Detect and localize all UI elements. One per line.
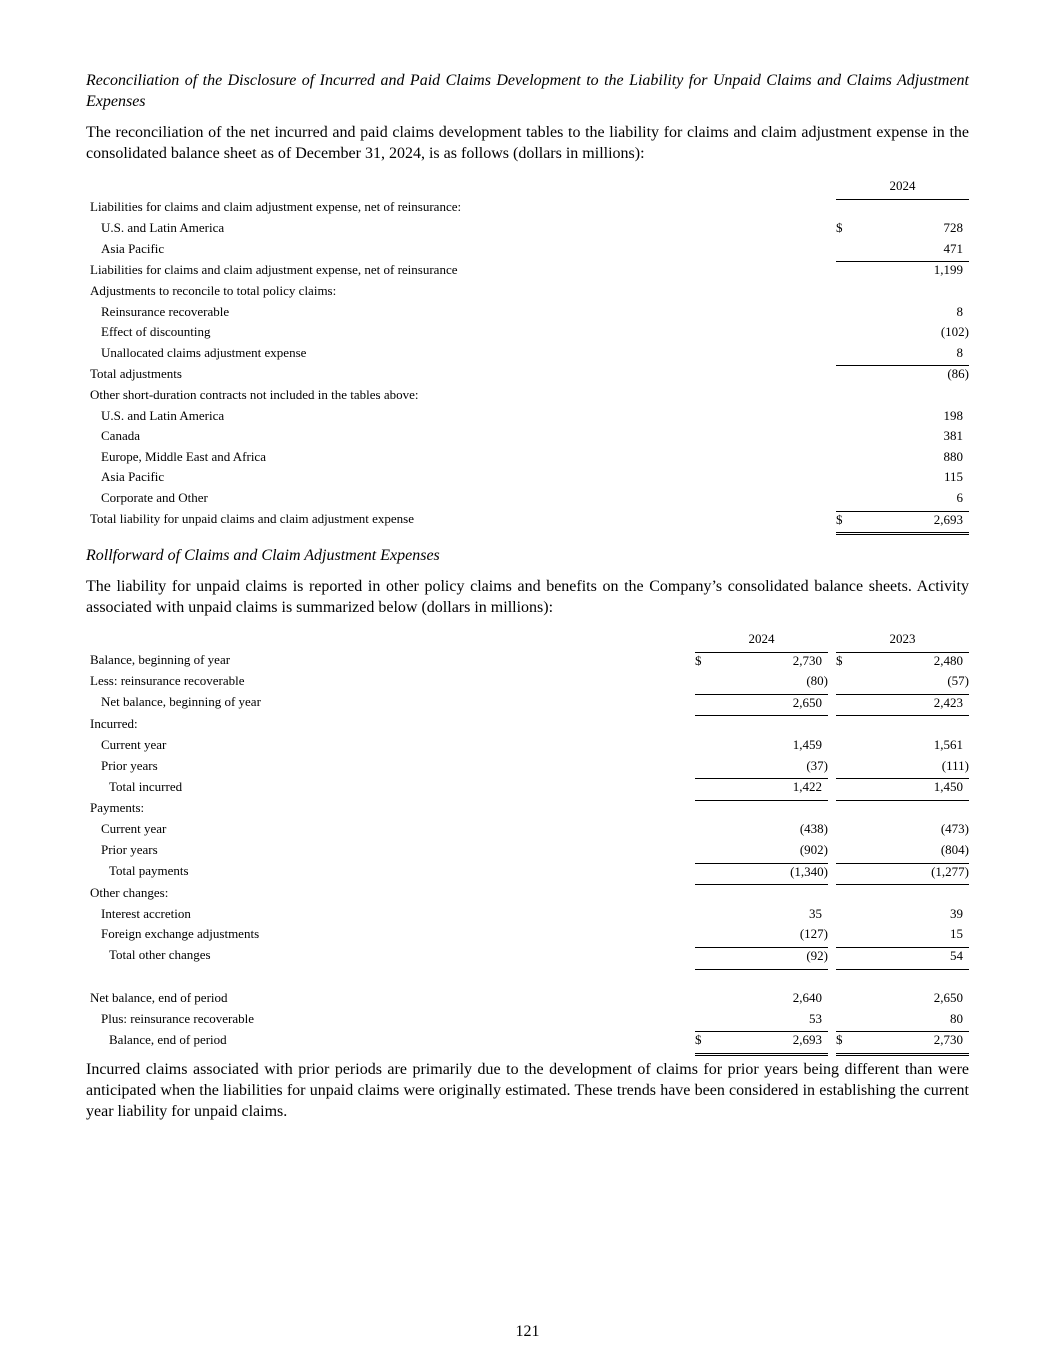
table-cell-value: 53 [711, 1011, 828, 1032]
table-cell-value: 6 [852, 490, 969, 511]
table-row-label: Total incurred [109, 778, 183, 794]
table-cell-value: 2,640 [792, 990, 822, 1006]
table-row-label: Balance, beginning of year [90, 652, 231, 668]
table-row-label: Payments: [90, 800, 145, 816]
table-row-label: Net balance, beginning of year [101, 694, 261, 710]
page-number: 121 [515, 1323, 540, 1340]
dollar-sign: $ [695, 1032, 711, 1055]
table-cell-value: (902) [711, 842, 828, 863]
table-cell-value: 381 [943, 428, 963, 444]
table-row-label: Less: reinsurance recoverable [90, 673, 245, 689]
table-cell-value: 1,422 [711, 779, 828, 801]
section2-heading: Rollforward of Claims and Claim Adjustment Expenses [86, 547, 440, 564]
table-cell-value: 198 [943, 407, 963, 423]
table-cell-value: (80) [711, 673, 828, 694]
table-row-label: Current year [101, 736, 167, 752]
table-cell-value: 2,650 [711, 694, 828, 716]
dollar-sign: $ [695, 652, 702, 668]
rollforward-table [86, 631, 969, 1056]
section2-intro: The liability for unpaid claims is reported in other policy claims and benefits on the Company’s consolidated balance sheets. Activity associated with unpaid claims is summarized below (dollars in millions): [86, 578, 969, 616]
table-row-label: Balance, end of period [109, 1031, 227, 1047]
table-row-label: Interest accretion [101, 905, 191, 921]
table-cell-value: 2,730 [852, 1032, 969, 1055]
table-cell-value: 35 [809, 905, 822, 921]
table-cell-value: 880 [943, 448, 963, 464]
dollar-sign: $ [836, 511, 852, 534]
table-cell-value: 2,480 [933, 652, 963, 668]
table-cell-value: 2,693 [852, 511, 969, 534]
table-cell-value: 115 [943, 469, 963, 485]
reconciliation-table [86, 178, 969, 535]
table-row-label: Net balance, end of period [90, 990, 228, 1006]
table-row-label: Other short-duration contracts not included in the tables above: [90, 386, 419, 402]
table-cell-value: 728 [943, 220, 963, 236]
table-cell-value: (92) [711, 947, 828, 969]
table-row-label: Canada [101, 428, 140, 444]
table-cell-value: (1,277) [852, 863, 969, 885]
table-cell-value: 1,199 [933, 262, 963, 278]
table-row-label: Asia Pacific [101, 469, 165, 485]
table-row-label: Liabilities for claims and claim adjustment expense, net of reinsurance: [90, 199, 462, 215]
dollar-sign: $ [836, 220, 843, 236]
table-cell-value: (473) [940, 821, 969, 837]
dollar-sign: $ [836, 1032, 852, 1055]
table-cell-value: 39 [950, 905, 963, 921]
table-cell-value: 15 [852, 926, 969, 947]
table-cell-value: 80 [852, 1011, 969, 1032]
table-cell-value: 1,459 [792, 736, 822, 752]
dollar-sign: $ [836, 652, 843, 668]
table-cell-value: (127) [711, 926, 828, 947]
table-row-label: U.S. and Latin America [101, 407, 225, 423]
table-cell-value: 2,423 [852, 694, 969, 716]
table-row-label: Reinsurance recoverable [101, 303, 230, 319]
table-row-label: Europe, Middle East and Africa [101, 448, 266, 464]
table-cell-value: 8 [852, 345, 969, 366]
table-row-label: Effect of discounting [101, 324, 211, 340]
table-cell-value: 8 [956, 303, 963, 319]
table-row-label: Corporate and Other [101, 489, 208, 505]
table-cell-value: 2,693 [711, 1032, 828, 1055]
table-row-label: Total adjustments [90, 365, 182, 381]
table-cell-value: 2,730 [792, 652, 822, 668]
table-cell-value: (1,340) [711, 863, 828, 885]
table-row-label: U.S. and Latin America [101, 220, 225, 236]
closing-paragraph: Incurred claims associated with prior periods are primarily due to the development of claims for prior years being different than were anticipated when the liabilities for unpaid claims were originally estimated. These trends have been considered in establishing the current year liability for unpaid claims. [86, 1061, 969, 1120]
table-cell-value: (111) [852, 758, 969, 779]
table-cell-value: (102) [940, 324, 969, 340]
table-row-label: Asia Pacific [101, 240, 165, 256]
rollforward-col-2023: 2023 [836, 631, 969, 652]
section1-heading: Reconciliation of the Disclosure of Incurred and Paid Claims Development to the Liability for Unpaid Claims and Claims Adjustment Expenses [86, 72, 969, 110]
reconciliation-year-header: 2024 [836, 178, 969, 199]
table-cell-value: 54 [852, 947, 969, 969]
table-cell-value: (37) [711, 758, 828, 779]
table-cell-value: 2,650 [933, 990, 963, 1006]
table-cell-value: 1,450 [852, 779, 969, 801]
table-row-label: Total liability for unpaid claims and claim adjustment expense [90, 511, 415, 526]
table-cell-value: (438) [799, 821, 828, 837]
table-cell-value: (86) [947, 366, 969, 382]
table-cell-value: 471 [852, 241, 969, 262]
table-row-label: Incurred: [90, 715, 138, 731]
table-row-label: Plus: reinsurance recoverable [101, 1010, 255, 1026]
table-row-label: Total other changes [109, 947, 211, 963]
table-row-label: Foreign exchange adjustments [101, 926, 260, 942]
table-row-label: Other changes: [90, 884, 169, 900]
table-row-label: Current year [101, 821, 167, 837]
table-row-label: Liabilities for claims and claim adjustment expense, net of reinsurance [90, 261, 458, 277]
table-row-label: Total payments [109, 863, 189, 879]
table-row-label: Unallocated claims adjustment expense [101, 344, 307, 360]
rollforward-col-2024: 2024 [695, 631, 828, 652]
table-cell-value: (57) [852, 673, 969, 694]
table-cell-value: 1,561 [933, 736, 963, 752]
table-cell-value: (804) [852, 842, 969, 863]
section1-intro: The reconciliation of the net incurred and paid claims development tables to the liability for claims and claim adjustment expense in the consolidated balance sheet as of December 31, 2024, is as follows (dollars in millions): [86, 124, 969, 162]
table-row-label: Prior years [101, 841, 158, 857]
table-row-label: Prior years [101, 757, 158, 773]
table-row-label: Adjustments to reconcile to total policy claims: [90, 282, 337, 298]
